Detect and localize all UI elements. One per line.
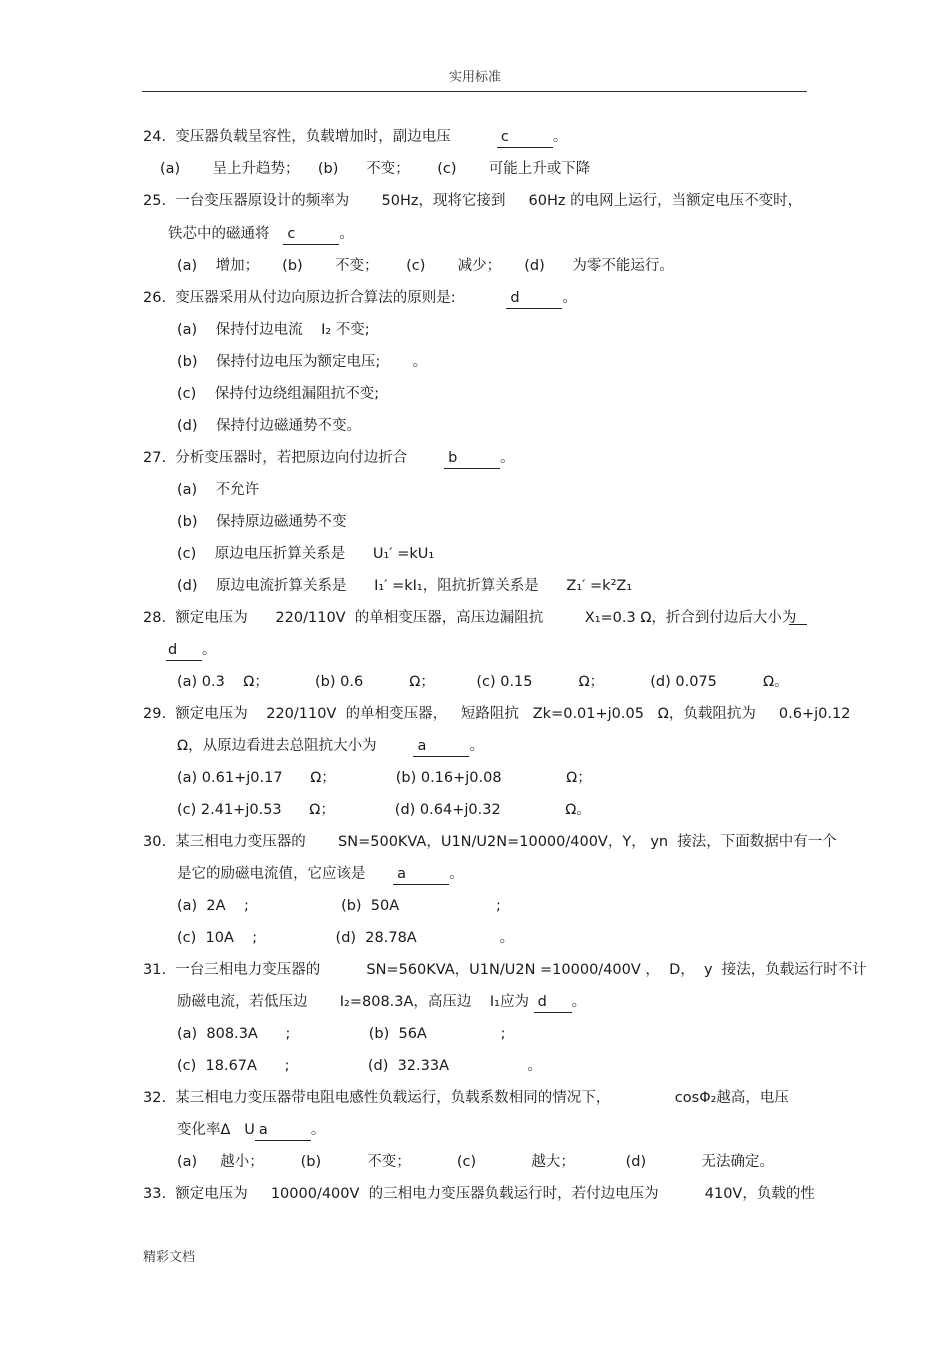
- question-24: [143, 127, 567, 148]
- answer-blank: d: [166, 640, 202, 661]
- option-b: (b) 保持原边磁通势不变: [177, 514, 347, 530]
- answer-blank: a: [393, 864, 449, 885]
- question-stem: 27. 分析变压器时，若把原边向付边折合: [143, 450, 408, 466]
- answer-blank: a: [413, 736, 469, 757]
- question-33: 33. 额定电压为 10000/400V 的三相电力变压器负载运行时，若付边电压为 410V，负载的性: [143, 1186, 815, 1202]
- option-d: (d) 保持付边磁通势不变。: [177, 418, 361, 434]
- question-31-options-cd: (c) 18.67A ; (d) 32.33A 。: [177, 1058, 542, 1074]
- answer-blank: d: [534, 992, 572, 1013]
- stem-end: 。: [571, 994, 587, 1010]
- question-stem-cont: 铁芯中的磁通将: [168, 226, 270, 242]
- stem-end: 。: [500, 450, 515, 466]
- answer-blank: c: [283, 224, 339, 245]
- question-30-options-ab: (a) 2A ; (b) 50A ;: [177, 898, 501, 914]
- question-stem-cont: 变化率Δ U: [177, 1122, 255, 1138]
- option-c: (c) 保持付边绕组漏阻抗不变;: [177, 386, 380, 402]
- question-30: 30. 某三相电力变压器的 SN=500KVA，U1N/U2N=10000/400V，Y， yn 接法，下面数据中有一个: [143, 834, 837, 850]
- question-28: 28. 额定电压为 220/110V 的单相变压器，高压边漏阻抗 X₁=0.3 Ω，折合到付边后大小为: [143, 610, 797, 626]
- question-32: 32. 某三相电力变压器带电阻电感性负载运行，负载系数相同的情况下， cosΦ₂越高，电压: [143, 1090, 789, 1106]
- question-29-options-cd: (c) 2.41+j0.53 Ω； (d) 0.64+j0.32 Ω。: [177, 802, 591, 818]
- question-30-options-cd: (c) 10A ; (d) 28.78A 。: [177, 930, 515, 946]
- question-30-line2: [177, 864, 464, 885]
- header-rule: [142, 91, 807, 92]
- question-25-options: (a) 增加； (b) 不变； (c) 减少； (d) 为零不能运行。: [177, 258, 674, 274]
- answer-blank: a: [255, 1120, 311, 1141]
- answer-blank: d: [506, 288, 562, 309]
- question-28-options: (a) 0.3 Ω； (b) 0.6 Ω； (c) 0.15 Ω； (d) 0.075 Ω。: [177, 674, 789, 690]
- question-32-options: (a) 越小； (b) 不变； (c) 越大； (d) 无法确定。: [177, 1154, 774, 1170]
- page-footer: 精彩文档: [143, 1250, 196, 1265]
- stem-end: 。: [552, 129, 568, 145]
- question-25-line2: [168, 224, 354, 245]
- option-b: (b) 保持付边电压为额定电压; 。: [177, 354, 428, 370]
- stem-end: 。: [310, 1122, 326, 1138]
- question-24-options: (a) 呈上升趋势； (b) 不变； (c) 可能上升或下降: [160, 161, 591, 177]
- option-d: (d) 原边电流折算关系是 I₁′ =kI₁，阻抗折算关系是 Z₁′ =k²Z₁: [177, 578, 633, 594]
- stem-end: 。: [449, 866, 464, 882]
- stem-end: 。: [562, 290, 577, 306]
- option-a: (a) 保持付边电流 I₂ 不变;: [177, 322, 370, 338]
- question-29-options-ab: (a) 0.61+j0.17 Ω； (b) 0.16+j0.08 Ω；: [177, 770, 592, 786]
- option-a: (a) 不允许: [177, 482, 260, 498]
- question-25: 25. 一台变压器原设计的频率为 50Hz，现将它接到 60Hz 的电网上运行，当额定电压不变时，: [143, 193, 803, 209]
- stem-end: 。: [202, 642, 217, 658]
- question-28-blank-start: [789, 624, 807, 625]
- question-stem-cont: Ω，从原边看进去总阻抗大小为: [177, 738, 377, 754]
- question-29-line2: [177, 736, 484, 757]
- question-28-line2: [166, 640, 217, 661]
- question-29: 29. 额定电压为 220/110V 的单相变压器， 短路阻抗 Zk=0.01+j0.05 Ω，负载阻抗为 0.6+j0.12: [143, 706, 851, 722]
- question-27: [143, 448, 515, 469]
- question-31: 31. 一台三相电力变压器的 SN=560KVA，U1N/U2N =10000/400V ， D， y 接法，负载运行时不计: [143, 962, 867, 978]
- question-stem-cont: 是它的励磁电流值，它应该是: [177, 866, 366, 882]
- question-stem: 24. 变压器负载呈容性，负载增加时，副边电压: [143, 129, 451, 145]
- answer-blank: c: [497, 127, 553, 148]
- page-header-title: 实用标准: [448, 70, 501, 85]
- question-stem-cont: 励磁电流，若低压边 I₂=808.3A，高压边 I₁应为: [177, 994, 529, 1010]
- answer-blank: b: [444, 448, 500, 469]
- stem-end: 。: [469, 738, 484, 754]
- question-26: [143, 288, 577, 309]
- option-c: (c) 原边电压折算关系是 U₁′ =kU₁: [177, 546, 435, 562]
- question-31-line2: [177, 992, 586, 1013]
- question-32-line2: [177, 1120, 325, 1141]
- question-31-options-ab: (a) 808.3A ; (b) 56A ;: [177, 1026, 506, 1042]
- question-stem: 26. 变压器采用从付边向原边折合算法的原则是:: [143, 290, 456, 306]
- stem-end: 。: [339, 226, 354, 242]
